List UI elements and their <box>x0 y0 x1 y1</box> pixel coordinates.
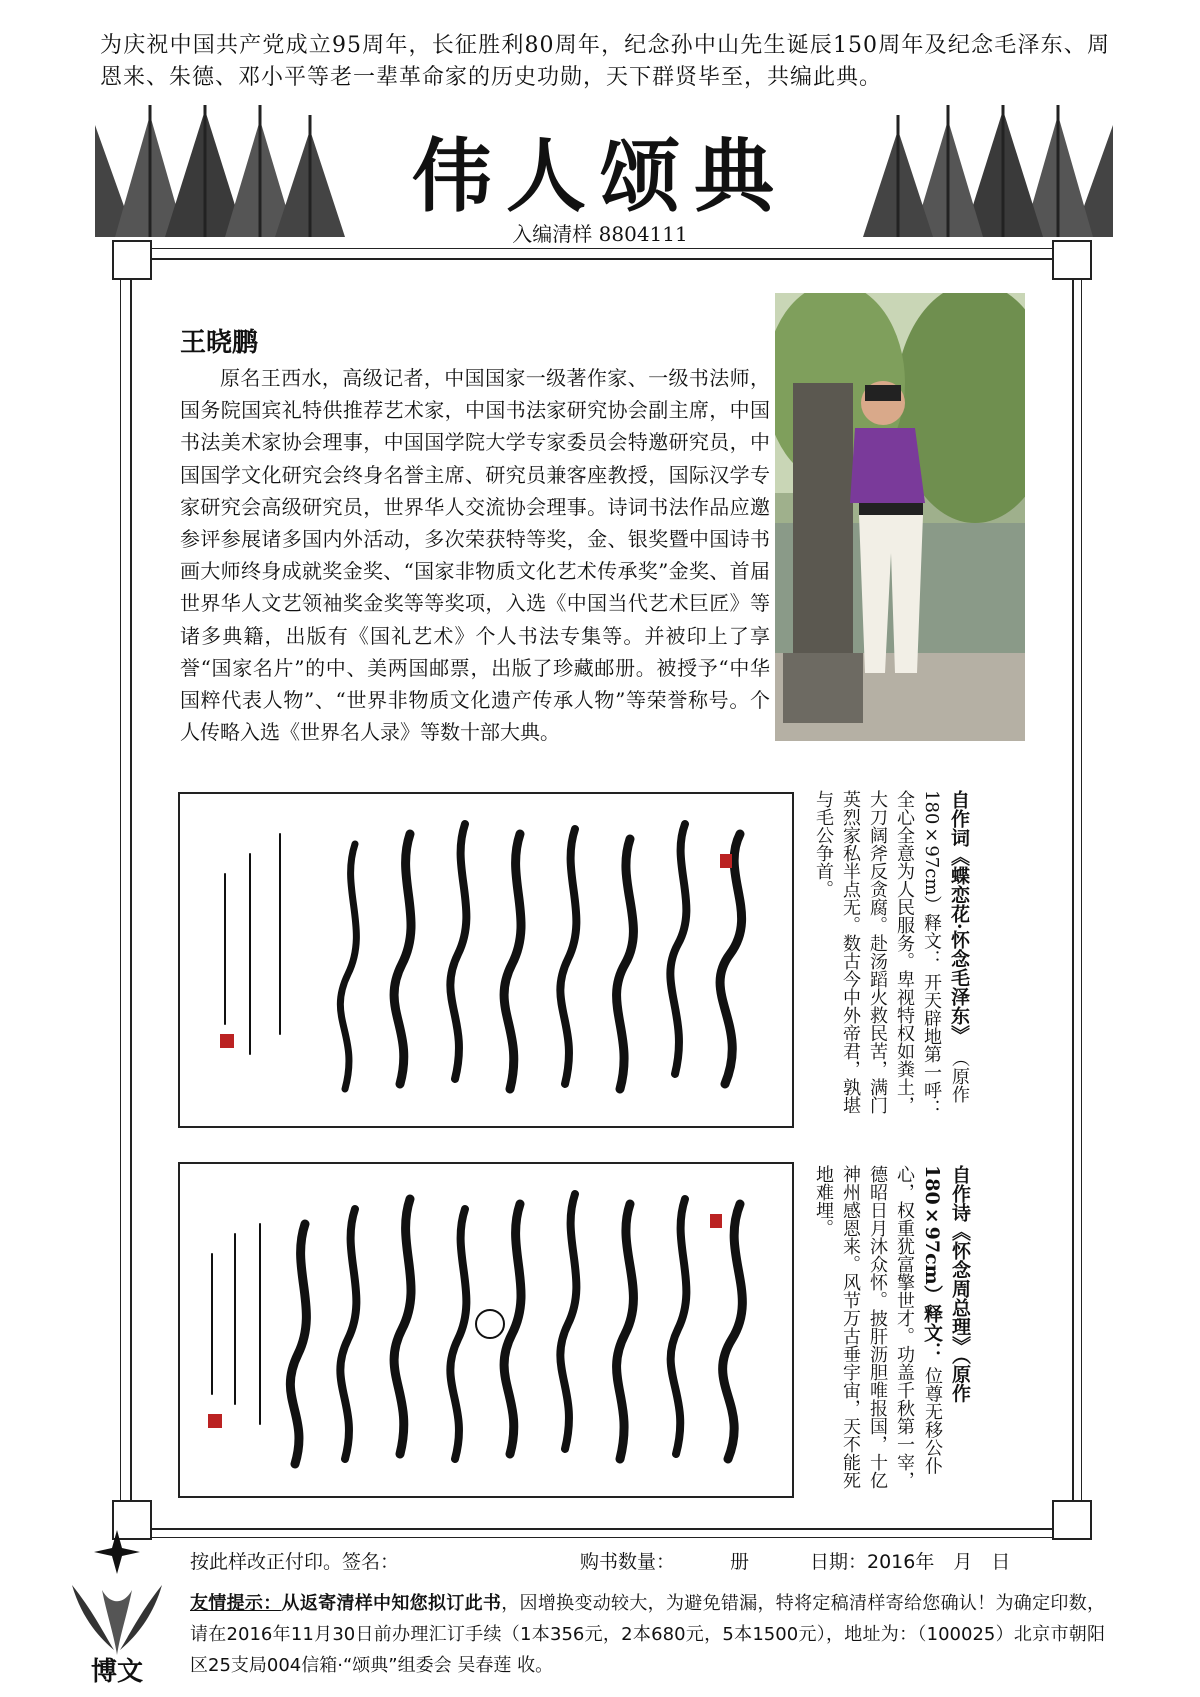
badge-number: 8804111 <box>598 222 688 246</box>
work-2-text: 位尊无移公仆心，权重犹富擎世才。功盖千秋第一宰，德昭日月沐众怀。披肝沥胆唯报国，十亿神州感恩来。风节万古垂宇宙，天不能死地难埋。 <box>813 1165 943 1489</box>
quantity-label: 购书数量： <box>580 1551 676 1573</box>
calligraphy-scroll-1 <box>178 792 794 1128</box>
work-2-size: 180×97cm）释文： <box>921 1165 943 1361</box>
work-2-caption <box>810 1165 974 1505</box>
artist-name: 王晓鹏 <box>180 328 259 358</box>
friendly-tips <box>190 1588 1105 1681</box>
frame-corner-br <box>1052 1500 1092 1540</box>
proof-badge <box>0 218 1200 247</box>
calligraphy-scroll-2 <box>178 1162 794 1498</box>
star-icon <box>94 1530 140 1574</box>
artist-bio: 原名王西水，高级记者，中国国家一级著作家、一级书法师，国务院国宾礼特供推荐艺术家，中国书法家研究协会副主席，中国书法美术家协会理事，中国国学院大学专家委员会特邀研究员，中国国学文化研究会终身名誉主席、研究员兼客座教授，国际汉学专家研究会高级研究员，世界华人交流协会理事。诗词书法作品应邀参评参展诸多国内外活动，多次荣获特等奖，金、银奖暨中国诗书画大师终身成就奖金奖、“国家非物质文化艺术传承奖”金奖、首届世界华人文艺领袖奖金奖等等奖项，入选《中国当代艺术巨匠》等诸多典籍，出版有《国礼艺术》个人书法专集等。并被印上了享誉“国家名片”的中、美两国邮票，出版了珍藏邮册。被授予“中华国粹代表人物”、“世界非物质文化遗产传承人物”等荣誉称号。个人传略入选《世界名人录》等数十部大典。 <box>180 366 770 745</box>
tips-bold-text: 从返寄清样中知您拟订此书 <box>281 1593 502 1614</box>
tips-label: 友情提示： <box>190 1593 282 1614</box>
tips-text: ，因增换变动较大，为避免错漏，特将定稿清样寄给您确认！为确定印数，请在2016年11月30日前办理汇订手续（1本356元，2本680元，5本1500元），地址为：（100025）北京市朝阳区25支局004信箱·“颂典”组委会 吴春莲 收。 <box>190 1593 1106 1676</box>
badge-label: 入编清样 <box>512 222 593 246</box>
correction-signature-label: 按此样改正付印。签名： <box>190 1551 400 1573</box>
quantity-unit: 册 <box>730 1551 750 1573</box>
artist-photo <box>775 293 1025 741</box>
frame-corner-tl <box>112 240 152 280</box>
frame-corner-tr <box>1052 240 1092 280</box>
work-1-title: 自作词《蝶恋花·怀念毛泽东》 <box>948 790 970 1044</box>
intro-text: 为庆祝中国共产党成立95周年，长征胜利80周年，纪念孙中山先生诞辰150周年及纪念毛泽东、周恩来、朱德、邓小平等老一辈革命家的历史功勋，天下群贤毕至，共编此典。 <box>100 33 1110 90</box>
date-field: 日期：2016年 月 日 <box>810 1551 1011 1573</box>
logo-text: 博文 <box>90 1657 144 1687</box>
work-2-title: 自作诗《怀念周总理》（原作 <box>949 1165 971 1403</box>
bowen-logo <box>62 1530 172 1690</box>
work-1-caption <box>810 790 973 1130</box>
page-title: 伟人颂典 <box>412 130 788 223</box>
work-1-text: 开天辟地第一呼：全心全意为人民服务。卑视特权如粪土，大刀阔斧反贪腐。赴汤蹈火救民苦，满门英烈家私半点无。数古今中外帝君，孰堪与毛公争首。 <box>813 790 942 1118</box>
work-1-size: （原作 180×97cm）释文： <box>921 790 970 1104</box>
